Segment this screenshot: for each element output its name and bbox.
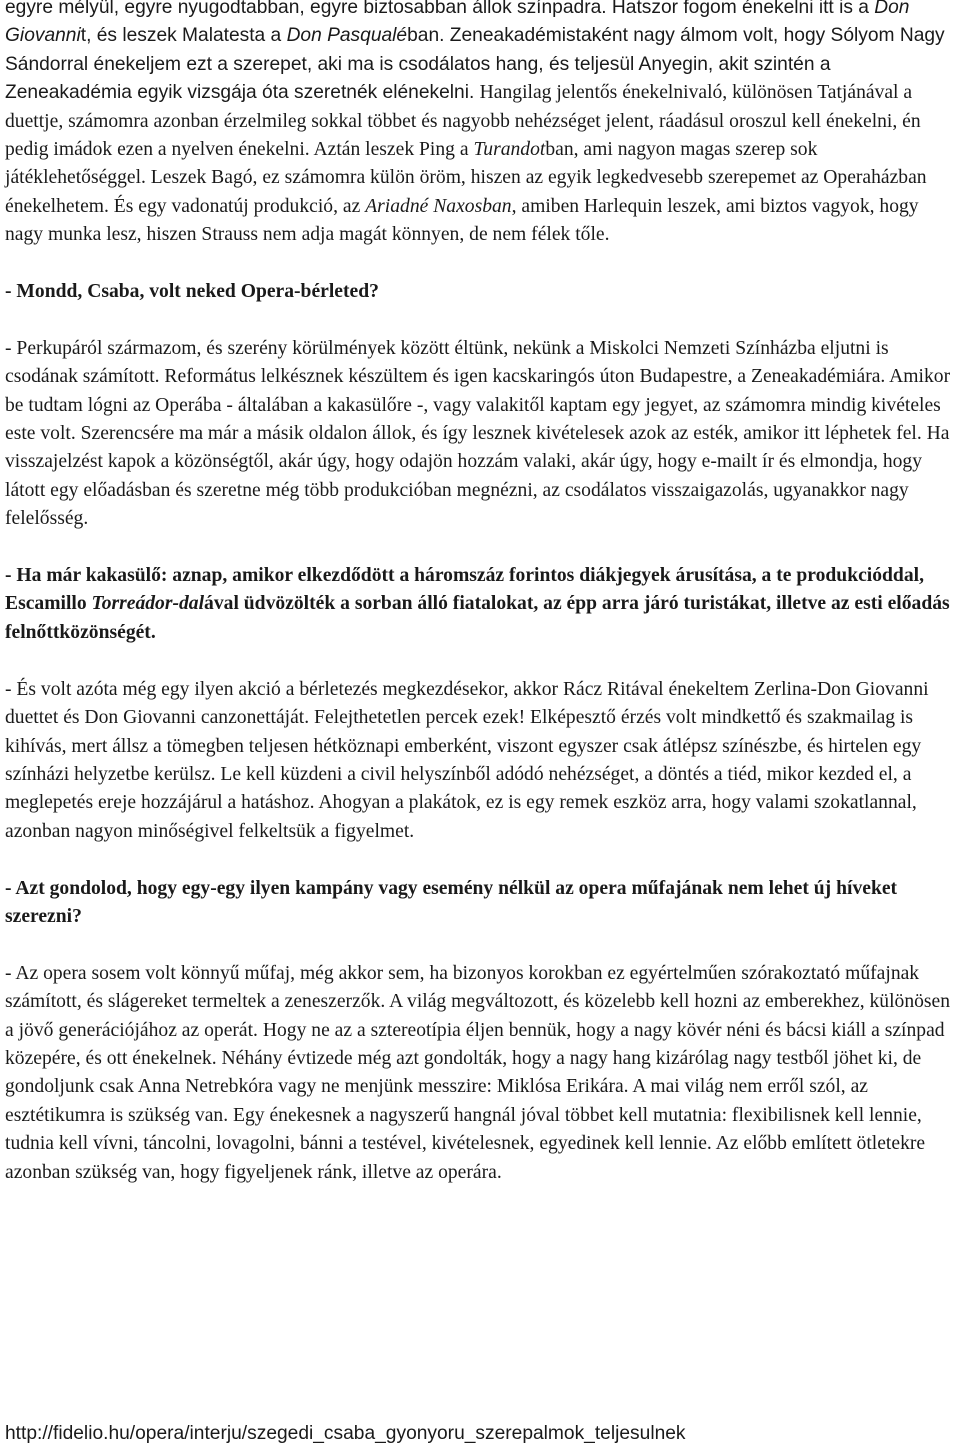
question-paragraph — [5, 278, 957, 306]
question-paragraph — [5, 875, 957, 932]
text-segment: Hangilag jelentős énekelnivaló, különösen Tatjánával a duettje, számomra azonban érzelmileg sokkal többet és nagyobb nehézséget jelent, ráadásul oroszul kell énekelni, én pedig imádok ezen a nyelven énekelni. Aztán leszek Ping a — [5, 82, 921, 161]
question-text: - Mondd, Csaba, volt neked Opera-bérleted? — [5, 281, 379, 303]
text-segment: ban. Zeneakadémistaként nagy álmom volt, hogy Sólyom Nagy Sándorral énekeljem ezt a szerepet, aki ma is csodálatos hang, és teljesül Anyegin, akit szintén a Zeneakadémia egyik vizsgája óta szeretnék elénekelni. — [5, 25, 945, 104]
answer-paragraph — [5, 676, 957, 846]
opera-title: Turandot — [473, 139, 546, 161]
opera-title: Ariadné Naxosban — [365, 195, 512, 217]
song-title: Torreádor-dal — [91, 593, 205, 615]
text-segment: egyre mélyül, egyre nyugodtabban, egyre biztosabban állok színpadra. Hatszor fogom énekelni itt is a — [5, 0, 875, 18]
answer-text: - Az opera sosem volt könnyű műfaj, még akkor sem, ha bizonyos korokban ez egyértelműen szórakoztató műfajnak számított, és slágereket termeltek a zeneszerzők. A világ megváltozott, és közelebb kell hozni az emberekhez, különösen a jövő generációjához az operát. Hogy ne az a sztereotípia éljen bennük, hogy a nagy kövér néni és bácsi kiáll a színpad közepére, és ott énekelnek. Néhány évtizede még azt gondolták, hogy a nagy hang kizárólag nagy testből jöhet ki, de gondoljunk csak Anna Netrebkóra vagy ne menjünk messzire: Miklósa Erikára. A mai világ nem erről szól, az esztétikumra is szükség van. Egy énekesnek a nagyszerű hangnál jóval többet kell mutatnia: flexibilisnek kell lennie, tudnia kell vívni, táncolni, lovagolni, bánni a testével, kivételesnek, egyedinek kell lennie. Az előbb említett ötletekre azonban szükség van, hogy figyeljenek ránk, illetve az operára. — [5, 962, 951, 1183]
opera-title: Don Pasqualé — [286, 25, 408, 47]
question-text: - Azt gondolod, hogy egy-egy ilyen kampány vagy esemény nélkül az opera műfajának nem lehet új híveket szerezni? — [5, 877, 898, 927]
answer-paragraph — [5, 960, 957, 1187]
text-segment: ban, ami nagyon magas szerep sok játéklehetőséggel. Leszek Bagó, ez számomra külön öröm, hiszen az egyik legkedvesebb szerepemet az Operaházban énekelhetem. És egy vadonatúj produkció, az — [5, 139, 927, 217]
source-url: http://fidelio.hu/opera/interju/szegedi_csaba_gyonyoru_szerepalmok_teljesulnek — [5, 1423, 686, 1444]
answer-paragraph — [5, 0, 957, 250]
text-segment: t, és leszek Malatesta a — [80, 25, 287, 47]
article-body — [5, 0, 957, 1187]
answer-text: - Perkupáról származom, és szerény körülmények között éltünk, nekünk a Miskolci Nemzeti Színházba eljutni is csodának számított. Református lelkésznek készültem és igen kacskaringós úton Budapestre, a Zeneakadémiára. Amikor be tudtam lógni az Operába - általában a kakasülőre -, vagy valakitől kaptam egy jegyet, az számomra mindig kivételes este volt. Szerencsére ma már a másik oldalon állok, és így lesznek kivételesek azok az esték, amikor itt léphetek fel. Ha visszajelzést kapok a közönségtől, akár úgy, hogy odajön hozzám valaki, akár úgy, hogy e-mailt ír és elmondja, hogy látott egy előadásban és szeretne még több produkcióban megnézni, az csodálatos visszaigazolás, ugyanakkor nagy felelősség. — [5, 337, 951, 530]
question-paragraph — [5, 562, 957, 647]
opera-title: Don Giovanni — [5, 0, 910, 47]
text-segment: , amiben Harlequin leszek, ami biztos vagyok, hogy nagy munka lesz, hiszen Strauss nem adja magát könnyen, de nem félek tőle. — [5, 195, 919, 246]
question-text: ával üdvözölték a sorban álló fiatalokat, az épp arra járó turistákat, illetve az esti előadás felnőttközönségét. — [5, 593, 950, 643]
question-text: - Ha már kakasülő: aznap, amikor elkezdődött a háromszáz forintos diákjegyek árusítása, a te produkcióddal, Escamillo — [5, 565, 924, 615]
answer-paragraph — [5, 335, 957, 534]
answer-text: - És volt azóta még egy ilyen akció a bérletezés megkezdésekor, akkor Rácz Ritával énekeltem Zerlina-Don Giovanni duettet és Don Giovanni canzonettáját. Felejthetetlen percek ezek! Elképesztő érzés volt mindkettő és szakmailag is kihívás, mert állsz a tömegben teljesen hétköznapi emberként, viszont egyszer csak átlépsz színészbe, és hirtelen egy színházi helyzetbe kerülsz. Le kell küzdeni a civil helyszínből adódó nehézséget, a döntés a tiéd, mikor kezded el, a meglepetés ereje hozzájárul a hatáshoz. Ahogyan a plakátok, ez is egy remek eszköz arra, hogy valami szokatlannal, azonban nagyon minőségivel felkeltsük a figyelmet. — [5, 678, 929, 842]
